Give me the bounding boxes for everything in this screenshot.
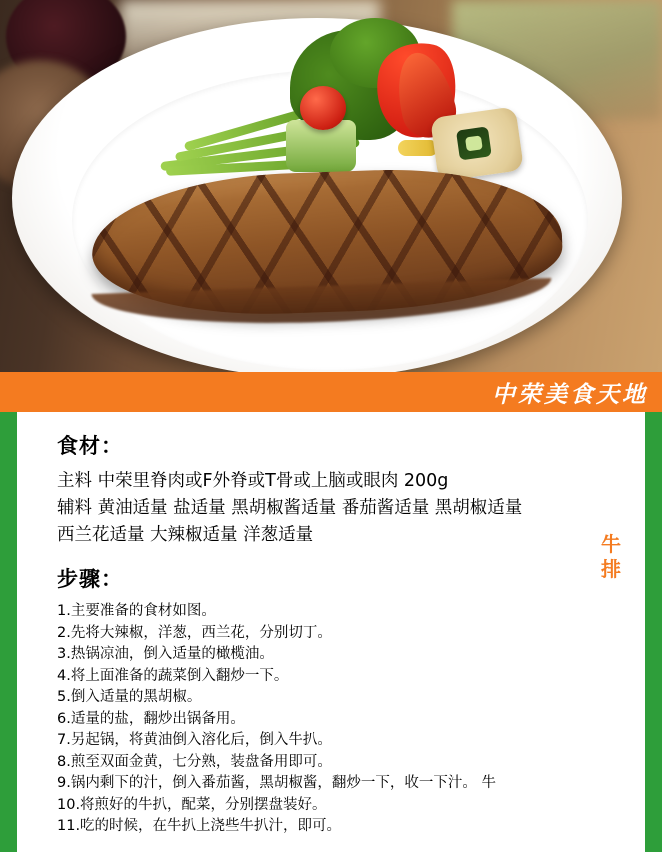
step-item: 8.煎至双面金黄，七分熟，装盘备用即可。 xyxy=(57,753,332,770)
step-item: 1.主要准备的食材如图。 xyxy=(57,603,216,619)
step-item: 4.将上面准备的蔬菜倒入翻炒一下。 xyxy=(57,667,289,684)
frame-bottom-white xyxy=(0,852,662,866)
steps-list xyxy=(57,601,625,838)
step-item: 2.先将大辣椒，洋葱，西兰花，分别切丁。 xyxy=(57,624,332,641)
corn-kernels xyxy=(398,140,438,156)
step-item: 6.适量的盐，翻炒出锅备用。 xyxy=(57,710,245,727)
vertical-dish-title-char-2: 排 xyxy=(601,557,621,581)
ingredients-heading: 食材： xyxy=(57,434,123,458)
vertical-dish-title-char-1: 牛 xyxy=(601,532,621,556)
recipe-content xyxy=(17,412,645,866)
brand-title: 中荣美食天地 xyxy=(492,381,648,408)
ingredient-line-main: 主料 中荣里脊肉或F外脊或T骨或上脑或眼肉 200g xyxy=(57,471,449,491)
frame-right-green xyxy=(645,412,662,672)
ingredient-line-aux-2: 西兰花适量 大辣椒适量 洋葱适量 xyxy=(57,525,314,545)
steps-heading: 步骤： xyxy=(57,567,123,591)
step-item: 7.另起锅，将黄油倒入溶化后，倒入牛扒。 xyxy=(57,732,332,748)
frame-left-green xyxy=(0,412,17,866)
step-item: 5.倒入适量的黑胡椒。 xyxy=(57,689,202,705)
ingredient-line-aux-1: 辅料 黄油适量 盐适量 黑胡椒酱适量 番茄酱适量 黑胡椒适量 xyxy=(57,498,523,518)
cherry-tomato xyxy=(300,86,346,130)
step-item: 10.将煎好的牛扒，配菜，分别摆盘装好。 xyxy=(57,796,327,813)
step-item: 3.热锅凉油，倒入适量的橄榄油。 xyxy=(57,646,274,662)
vertical-dish-title xyxy=(599,532,623,582)
brand-bar xyxy=(0,372,662,412)
step-item: 11.吃的时候，在牛扒上浇些牛扒汁，即可。 xyxy=(57,818,342,834)
steak-plate-photo xyxy=(0,0,662,372)
step-item: 9.锅内剩下的汁，倒入番茄酱，黑胡椒酱，翻炒一下，收一下汁。 牛 xyxy=(57,775,496,791)
